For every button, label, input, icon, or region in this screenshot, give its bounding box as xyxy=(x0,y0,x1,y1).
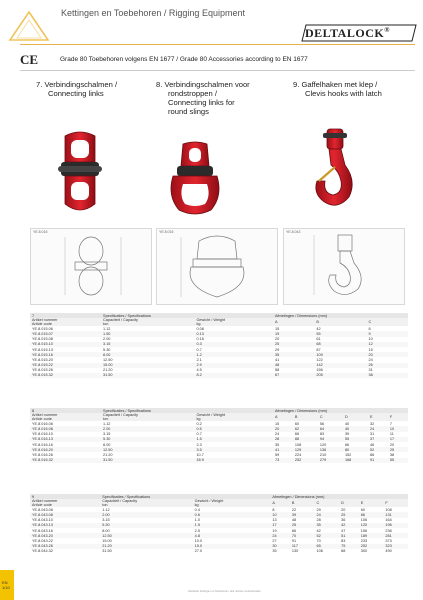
table-cell: 86 xyxy=(359,512,384,517)
table-cell: 35 xyxy=(315,523,340,528)
table-cell: 108 xyxy=(294,442,302,447)
table-cell: YE.8.015.26 xyxy=(32,368,53,373)
table-cell: 8.00 xyxy=(102,528,110,533)
table-cell: YE.8.044.32 xyxy=(32,549,53,554)
table-cell: 0.16 xyxy=(196,337,204,342)
table-number: 8 xyxy=(30,408,101,413)
table-cell: YE.8.015.20 xyxy=(32,357,53,362)
table-cell: 27.0 xyxy=(194,549,203,554)
table-cell: 40 xyxy=(343,426,368,431)
product-9-title: 9. Gaffelhaken met klep / Clevis hooks with latch xyxy=(293,80,382,98)
table-cell: 17 xyxy=(270,523,290,528)
table-cell: YE.8.016.06 xyxy=(32,421,53,426)
table-cell: 32 xyxy=(369,421,375,426)
table-cell: 56 xyxy=(319,421,325,426)
table-cell: 68 xyxy=(314,342,366,347)
table-cell: 70 xyxy=(290,533,315,538)
product-8-title: 8. Verbindingschalmen voor rondstroppen / Connecting links for round slings xyxy=(156,80,250,116)
table-cell: 2.1 xyxy=(196,357,202,362)
table-cell: 117 xyxy=(290,544,315,549)
table-cell: 37 xyxy=(368,437,388,442)
table-cell: 61 xyxy=(316,337,321,342)
page-subtitle: Grade 80 Toebehoren volgens EN 1677 / Grade 80 Accessories according to EN 1677 xyxy=(60,56,308,63)
table-cell: 196 xyxy=(383,523,408,528)
table-cell: 4.5 xyxy=(196,368,202,373)
table-cell: 279 xyxy=(318,458,343,463)
page-header xyxy=(0,0,423,50)
table-cell: 0.13 xyxy=(194,331,273,336)
table-cell: YE.8.016.20 xyxy=(30,447,101,452)
table-cell: 55 xyxy=(314,331,366,336)
header-title: Kettingen en Toebehoren / Rigging Equipment xyxy=(61,8,245,18)
clevis-hook-photo xyxy=(305,125,365,211)
table-cell: 168 xyxy=(343,458,368,463)
table-cell: 25 xyxy=(388,447,408,452)
table-cell: YE.8.016.08 xyxy=(30,426,101,431)
table-cell: 29 xyxy=(316,507,321,512)
table-cell: 3.15 xyxy=(103,432,111,437)
table-cell: 0.5 xyxy=(194,426,273,431)
table-cell: 60 xyxy=(360,507,365,512)
table-cell: 58 xyxy=(274,368,280,373)
table-cell: 189 xyxy=(359,533,384,538)
table-cell: 80 xyxy=(343,447,368,452)
table-cell: 4.8 xyxy=(193,533,271,538)
table-cell: 38 xyxy=(389,452,395,457)
table-cell: 12.50 xyxy=(103,357,113,362)
table-cell: 8.2 xyxy=(194,373,273,378)
table-cell: 2.3 xyxy=(196,442,202,447)
table-cell: 25 xyxy=(339,512,359,517)
table-cell: 87 xyxy=(316,347,321,352)
table-cell: 10 xyxy=(270,512,290,517)
drawing-roundsling-link: YE.8.016 xyxy=(156,228,278,305)
table-cell: 15.00 xyxy=(102,538,112,543)
table-cell: 109 xyxy=(314,352,366,357)
table-cell: 86 xyxy=(369,452,375,457)
table-cell: 39 xyxy=(290,512,315,517)
ce-mark: CE xyxy=(20,52,39,67)
table-cell: 10 xyxy=(368,337,373,342)
table-cell: 42 xyxy=(316,326,321,331)
table-cell: 94 xyxy=(318,437,343,442)
table-cell: 29 xyxy=(274,347,280,352)
table-cell: 17 xyxy=(388,437,408,442)
table-cell: 91 xyxy=(291,538,297,543)
table-cell: 38 xyxy=(366,373,408,378)
table-cell: YE.8.043.20 xyxy=(30,533,100,538)
table-cell: 8 xyxy=(368,326,371,331)
brand-name: DELTALOCK® xyxy=(305,26,390,40)
table-cell: 2.5 xyxy=(194,528,200,533)
table-cell: 2.00 xyxy=(100,512,192,517)
table-cell: 7 xyxy=(389,421,393,426)
table-cell: 15.00 xyxy=(101,363,194,368)
table-cell: 39 xyxy=(344,432,350,437)
table-cell: 156 xyxy=(316,368,323,373)
table-cell: 21.20 xyxy=(100,544,192,549)
table-cell: 233 xyxy=(360,538,368,543)
table-cell: YE.8.015.13 xyxy=(32,347,53,352)
table-cell: 75 xyxy=(339,544,359,549)
table-cell: YE.8.016.10 xyxy=(32,432,53,437)
table-cell: 0.08 xyxy=(196,326,204,331)
table-cell: 152 xyxy=(344,452,352,457)
table-cell: 60 xyxy=(294,421,300,426)
table-cell: YE.8.043.06 xyxy=(32,507,53,512)
table-cell: 2.00 xyxy=(103,337,111,342)
table-cell: 0.7 xyxy=(196,347,202,352)
drawing-connecting-link: YE.8.015 xyxy=(30,228,152,305)
table-cell: 30 xyxy=(270,544,290,549)
table-cell: 66 xyxy=(344,442,350,447)
table-cell: 106 xyxy=(360,518,368,523)
table-cell: 15.0 xyxy=(193,544,271,549)
table-cell: 3.5 xyxy=(194,447,273,452)
triangle-logo-icon xyxy=(8,10,50,42)
table-cell: 35 xyxy=(274,442,280,447)
table-cell: 10.0 xyxy=(194,538,203,543)
table-cell: 164 xyxy=(385,518,392,523)
table-cell: 25 xyxy=(273,342,314,347)
table-row xyxy=(30,373,408,378)
table-cell: YE.8.015.22 xyxy=(30,363,101,368)
table-cell: YE.8.043.22 xyxy=(32,538,53,543)
table-cell: 1.12 xyxy=(103,326,111,331)
table-cell: 20 xyxy=(274,337,280,342)
table-number: 7 xyxy=(30,313,101,318)
table-cell: 70 xyxy=(316,538,321,543)
table-cell: 18.9 xyxy=(194,458,273,463)
table-cell: 22 xyxy=(291,507,297,512)
table-cell: 36 xyxy=(341,518,346,523)
table-cell: 12.50 xyxy=(101,447,194,452)
product-7-title: 7. Verbindingschalmen / Connecting links xyxy=(36,80,118,98)
table-cell: YE.8.015.06 xyxy=(32,326,53,331)
table-cell: 130 xyxy=(291,549,299,554)
table-cell: 20 xyxy=(341,507,346,512)
table-cell: YE.8.043.26 xyxy=(30,544,100,549)
table-cell: YE.8.015.16 xyxy=(30,352,101,357)
table-cell: 252 xyxy=(293,458,318,463)
table-cell: 65 xyxy=(315,544,340,549)
table-cell: 83 xyxy=(341,538,346,543)
table-number: 9 xyxy=(30,494,100,499)
table-cell: 0.4 xyxy=(194,507,200,512)
table-cell: 55 xyxy=(343,437,368,442)
table-cell: 205 xyxy=(314,373,366,378)
table-cell: 12 xyxy=(366,342,408,347)
table-cell: 31 xyxy=(368,368,373,373)
table-cell: 5.30 xyxy=(101,437,194,442)
table-cell: 15 xyxy=(274,326,280,331)
table-cell: 31 xyxy=(369,432,375,437)
table-cell: 48 xyxy=(273,363,314,368)
table-cell: 1.0 xyxy=(194,518,200,523)
table-cell: 20 xyxy=(389,442,395,447)
table-cell: 490 xyxy=(385,549,392,554)
table-cell: 55 xyxy=(388,458,408,463)
table-cell: 24 xyxy=(315,512,340,517)
table-cell: 59 xyxy=(274,452,280,457)
table-cell: 88 xyxy=(293,437,318,442)
header-divider xyxy=(20,44,415,45)
table-cell: 15 xyxy=(368,347,373,352)
table-cell: 210 xyxy=(319,452,327,457)
table-cell: 13 xyxy=(272,518,277,523)
table-cell: 5.30 xyxy=(103,347,111,352)
table-cell: 25 xyxy=(290,523,315,528)
page-footer: Deltalock Kettingen en Toebehoren. Alle rechten voorbehouden. xyxy=(188,590,262,593)
table-cell: YE.8.015.32 xyxy=(30,373,101,378)
table-cell: 1.5 xyxy=(193,523,271,528)
table-cell: 88 xyxy=(341,549,346,554)
table-cell: 3.15 xyxy=(101,342,194,347)
table-cell: 156 xyxy=(360,528,368,533)
table-cell: 15 xyxy=(274,421,280,426)
roundsling-link-drawing-icon xyxy=(157,229,277,304)
table-cell: 9 xyxy=(366,331,408,336)
table-cell: 11 xyxy=(389,432,394,437)
table-cell: 51 xyxy=(339,533,359,538)
table-cell: 24 xyxy=(270,533,290,538)
spec-table-9: 9 Specificaties / Specifications Afmetingen / Dimensions (mm) Artikel nummer Article code Capaciteit / Capacity ton Gewicht / Weight kg A B C D E F YE.8.043.06 1.12 0.4 8 22 29 20 60 108 YE.8.043.08 2.00 0.6 10 39 24 25 86 131 YE.8.043.10 3.15 1.0 13 48 28 36 106 164 YE.8.043.13 5.30 1.5 17 25 35 42 120 196 YE.8.043.16 8.00 2.5 19 66 42 47 156 236 YE.8.043.20 12.50 4.8 24 70 52 51 189 281 YE.8.043.22 15.00 10.0 27 91 70 83 233 373 YE.8.043.26 21.20 15.0 30 117 65 75 252 323 YE.8.044.32 31.50 27.0 35 130 106 88 300 490 xyxy=(30,494,408,554)
table-cell: 108 xyxy=(385,507,392,512)
table-cell: 0.7 xyxy=(196,432,202,437)
table-cell: 2.9 xyxy=(194,363,273,368)
table-cell: 19 xyxy=(273,331,314,336)
spec-table-7: 7 Specificaties / Specifications Afmetingen / Dimensions (mm) Artikel nummer Article code Capaciteit / Capacity ton Gewicht / Weight kg A B C YE.8.015.06 1.12 0.08 15 42 8 YE.8.015.07 1.50 0.13 19 55 9 YE.8.015.08 2.00 0.16 20 61 10 YE.8.015.10 3.15 0.3 25 68 12 YE.8.015.13 5.30 0.7 29 87 15 YE.8.015.16 8.00 1.2 35 109 20 YE.8.015.20 12.50 2.1 41 122 24 YE.8.015.22 15.00 2.9 48 142 26 YE.8.015.26 21.20 4.5 58 156 31 YE.8.015.32 31.50 8.2 67 205 38 xyxy=(30,313,408,378)
table-cell: 42 xyxy=(339,523,359,528)
table-cell: 10 xyxy=(388,426,408,431)
table-cell: 66 xyxy=(294,432,300,437)
table-cell: 24 xyxy=(274,432,280,437)
table-cell: 35 xyxy=(272,549,277,554)
table-cell: 5.30 xyxy=(100,523,192,528)
table-cell: 66 xyxy=(291,528,297,533)
table-cell: 300 xyxy=(360,549,368,554)
table-cell: YE.8.043.10 xyxy=(32,518,53,523)
table-cell: YE.8.043.08 xyxy=(30,512,100,517)
drawing-clevis-hook: YE.8.043 xyxy=(283,228,405,305)
table-cell: 31.50 xyxy=(101,458,194,463)
table-cell: 8 xyxy=(272,507,275,512)
table-cell: 236 xyxy=(385,528,392,533)
table-cell: 40 xyxy=(344,421,350,426)
table-cell: 1.12 xyxy=(103,421,111,426)
table-cell: 73 xyxy=(273,458,293,463)
table-cell: 83 xyxy=(319,432,325,437)
table-cell: 24 xyxy=(368,357,373,362)
connecting-link-photo xyxy=(55,130,105,214)
table-cell: 0.3 xyxy=(194,342,273,347)
table-cell: 12.50 xyxy=(100,533,192,538)
table-cell: YE.8.015.10 xyxy=(30,342,101,347)
table-cell: 41 xyxy=(273,447,293,452)
table-cell: 8.00 xyxy=(101,352,194,357)
table-cell: 131 xyxy=(383,512,408,517)
table-cell: 106 xyxy=(316,549,323,554)
table-cell: 64 xyxy=(318,426,343,431)
table-cell: 21.20 xyxy=(103,368,113,373)
table-cell: 120 xyxy=(359,523,384,528)
table-cell: 8.00 xyxy=(103,442,111,447)
table-cell: 91 xyxy=(368,458,388,463)
table-row xyxy=(30,549,408,554)
table-cell: 62 xyxy=(293,426,318,431)
table-cell: 122 xyxy=(316,357,323,362)
table-cell: 2.00 xyxy=(101,426,194,431)
roundsling-link-photo xyxy=(165,140,225,216)
table-cell: 20 xyxy=(366,352,408,357)
table-cell: 35 xyxy=(273,352,314,357)
table-cell: 373 xyxy=(385,538,392,543)
table-row xyxy=(30,458,408,463)
table-cell: 28 xyxy=(273,437,293,442)
table-cell: 28 xyxy=(316,518,321,523)
table-cell: YE.8.016.16 xyxy=(32,442,53,447)
table-cell: 41 xyxy=(274,357,280,362)
table-cell: 1.50 xyxy=(101,331,194,336)
table-cell: 281 xyxy=(383,533,408,538)
table-cell: 1.5 xyxy=(194,437,273,442)
table-cell: 20 xyxy=(273,426,293,431)
table-cell: 52 xyxy=(315,533,340,538)
table-cell: 0.6 xyxy=(193,512,271,517)
table-cell: 24 xyxy=(368,426,388,431)
table-cell: 129 xyxy=(293,447,318,452)
table-cell: 224 xyxy=(294,452,302,457)
table-cell: 67 xyxy=(273,373,314,378)
table-cell: YE.8.016.32 xyxy=(30,458,101,463)
table-cell: 27 xyxy=(272,538,277,543)
table-cell: YE.8.015.08 xyxy=(32,337,53,342)
table-cell: 1.12 xyxy=(102,507,110,512)
table-cell: 19 xyxy=(272,528,277,533)
table-cell: 26 xyxy=(366,363,408,368)
table-cell: YE.8.043.16 xyxy=(32,528,53,533)
table-cell: 136 xyxy=(318,447,343,452)
table-cell: 323 xyxy=(383,544,408,549)
table-cell: 142 xyxy=(314,363,366,368)
table-cell: 3.15 xyxy=(102,518,110,523)
table-cell: 0.2 xyxy=(196,421,202,426)
table-cell: 120 xyxy=(319,442,327,447)
table-cell: 31.50 xyxy=(101,373,194,378)
table-cell: 21.20 xyxy=(103,452,113,457)
page-number: EN 1/10 xyxy=(2,580,10,590)
table-cell: 48 xyxy=(291,518,297,523)
connecting-link-drawing-icon xyxy=(31,229,151,304)
table-cell: YE.8.016.13 xyxy=(30,437,101,442)
table-cell: 252 xyxy=(359,544,384,549)
table-cell: 1.2 xyxy=(194,352,273,357)
table-cell: 10.7 xyxy=(196,452,204,457)
table-cell: 47 xyxy=(341,528,346,533)
clevis-hook-drawing-icon xyxy=(284,229,404,304)
table-cell: 31.50 xyxy=(102,549,112,554)
table-cell: 42 xyxy=(316,528,321,533)
table-cell: YE.8.016.26 xyxy=(32,452,53,457)
table-cell: 46 xyxy=(369,442,375,447)
spec-table-8: 8 Specificaties / Specifications Afmetingen / Dimensions (mm) Artikel nummer Article code Capaciteit / Capacity ton Gewicht / Weight kg A B C D E F YE.8.016.06 1.12 0.2 15 60 56 40 32 7 YE.8.016.08 2.00 0.5 20 62 64 40 24 10 YE.8.016.10 3.15 0.7 24 66 83 39 31 11 YE.8.016.13 5.30 1.5 28 88 94 55 37 17 YE.8.016.16 8.00 2.3 35 108 120 66 46 20 YE.8.016.20 12.50 3.5 41 129 136 80 52 25 YE.8.016.26 21.20 10.7 59 224 210 152 86 38 YE.8.016.32 31.50 18.9 73 252 279 168 91 55 xyxy=(30,408,408,463)
table-cell: YE.8.015.07 xyxy=(30,331,101,336)
table-cell: 52 xyxy=(368,447,388,452)
subtitle-divider xyxy=(20,70,415,71)
table-cell: YE.8.043.13 xyxy=(30,523,100,528)
